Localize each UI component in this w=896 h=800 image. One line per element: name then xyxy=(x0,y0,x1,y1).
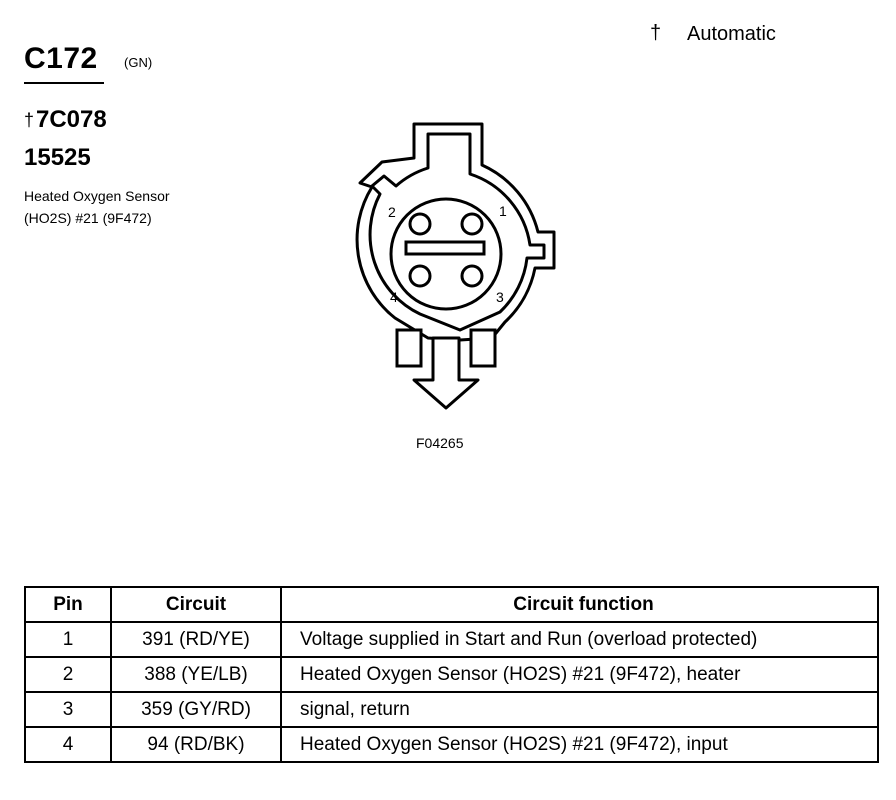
table-row xyxy=(25,657,878,692)
header-function: Circuit function xyxy=(281,587,878,622)
cell-function: Heated Oxygen Sensor (HO2S) #21 (9F472), input xyxy=(281,727,878,762)
pin-table xyxy=(24,586,879,763)
cell-circuit: 388 (YE/LB) xyxy=(111,657,281,692)
table-header-row xyxy=(25,587,878,622)
wire-exit-right xyxy=(471,330,495,366)
connector-color: (GN) xyxy=(124,55,153,70)
cell-circuit: 94 (RD/BK) xyxy=(111,727,281,762)
cell-pin: 4 xyxy=(25,727,111,762)
wire-exit-left xyxy=(397,330,421,366)
component-description-line2: (HO2S) #21 (9F472) xyxy=(24,210,152,226)
dagger-icon: † xyxy=(24,110,35,130)
pin-cavity-2 xyxy=(410,214,430,234)
table-row xyxy=(25,692,878,727)
cell-pin: 3 xyxy=(25,692,111,727)
legend-text: Automatic xyxy=(687,23,776,45)
header-circuit: Circuit xyxy=(111,587,281,622)
cell-pin: 1 xyxy=(25,622,111,657)
dagger-legend-icon: † xyxy=(650,22,662,44)
locking-bar xyxy=(406,242,484,254)
part-number-primary: 7C078 xyxy=(36,106,107,133)
pin-label-2: 2 xyxy=(388,204,396,220)
cell-circuit: 391 (RD/YE) xyxy=(111,622,281,657)
cell-pin: 2 xyxy=(25,657,111,692)
connector-id: C172 xyxy=(24,42,98,75)
cell-function: signal, return xyxy=(281,692,878,727)
pin-label-1: 1 xyxy=(499,203,507,219)
table-row xyxy=(25,622,878,657)
component-description-line1: Heated Oxygen Sensor xyxy=(24,188,170,204)
pin-label-3: 3 xyxy=(496,289,504,305)
pin-label-4: 4 xyxy=(390,289,398,305)
cell-function: Voltage supplied in Start and Run (overload protected) xyxy=(281,622,878,657)
header-pin: Pin xyxy=(25,587,111,622)
figure-id: F04265 xyxy=(416,435,464,451)
pin-cavity-3 xyxy=(462,266,482,286)
cell-function: Heated Oxygen Sensor (HO2S) #21 (9F472), heater xyxy=(281,657,878,692)
table-row xyxy=(25,727,878,762)
pin-cavity-4 xyxy=(410,266,430,286)
pin-cavity-1 xyxy=(462,214,482,234)
part-number-secondary: 15525 xyxy=(24,144,91,171)
arrow-down-icon xyxy=(414,338,478,408)
cell-circuit: 359 (GY/RD) xyxy=(111,692,281,727)
